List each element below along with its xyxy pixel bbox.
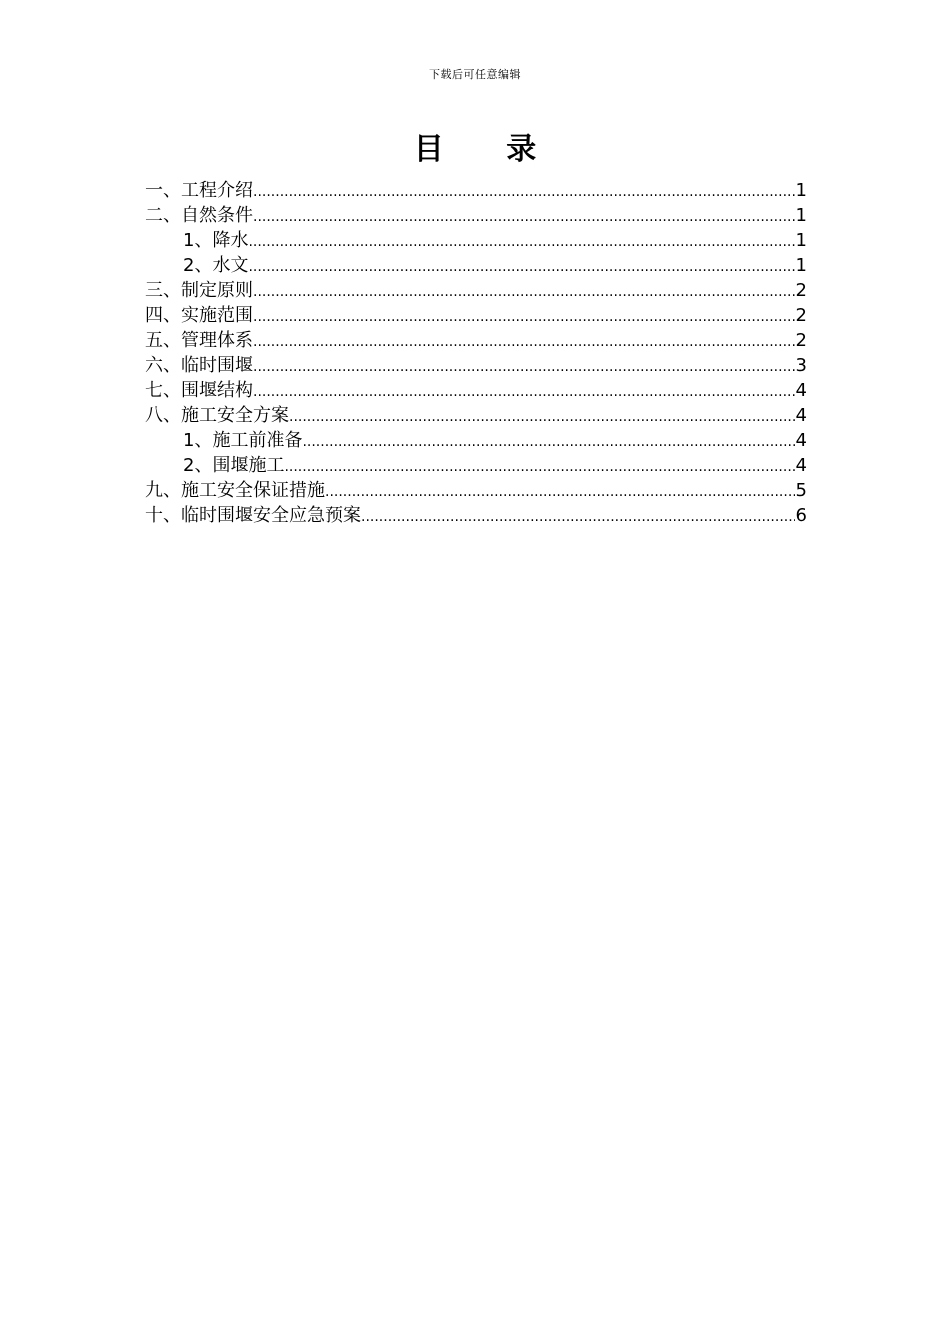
toc-subentry[interactable] — [145, 228, 807, 253]
toc-entry-label: 2、水文 — [183, 255, 249, 276]
toc-entry-label: 1、施工前准备 — [183, 430, 303, 451]
toc-entry-page: 5 — [795, 480, 807, 501]
toc-entry-label: 七、围堰结构 — [145, 380, 253, 401]
toc-entry-label: 二、自然条件 — [145, 205, 253, 226]
toc-entry[interactable] — [145, 178, 807, 203]
toc-entry-label: 一、工程介绍 — [145, 180, 253, 201]
toc-title: 目 录 — [413, 132, 563, 167]
toc-entry-label: 1、降水 — [183, 230, 249, 251]
toc-entry-label: 八、施工安全方案 — [145, 405, 289, 426]
toc-entry-page: 4 — [795, 405, 807, 426]
toc-entry[interactable] — [145, 353, 807, 378]
toc-dot-leader — [325, 480, 795, 503]
toc-entry[interactable] — [145, 278, 807, 303]
toc-entry-page: 2 — [795, 330, 807, 351]
toc-entry-label: 九、施工安全保证措施 — [145, 480, 325, 501]
toc-entry-page: 2 — [795, 280, 807, 301]
toc-subentry[interactable] — [145, 253, 807, 278]
toc-entry-page: 4 — [795, 430, 807, 451]
toc-entry[interactable] — [145, 478, 807, 503]
toc-entry-label: 2、围堰施工 — [183, 455, 285, 476]
toc-entry-label: 五、管理体系 — [145, 330, 253, 351]
toc-entry-page: 1 — [795, 230, 807, 251]
toc-entry[interactable] — [145, 203, 807, 228]
toc-entry-label: 四、实施范围 — [145, 305, 253, 326]
toc-dot-leader — [253, 205, 795, 228]
toc-dot-leader — [248, 255, 794, 278]
toc-entry-page: 1 — [795, 255, 807, 276]
page-header-note: 下载后可任意编辑 — [429, 68, 521, 81]
toc-dot-leader — [248, 230, 794, 253]
toc-entry[interactable] — [145, 328, 807, 353]
toc-entry-label: 十、临时围堰安全应急预案 — [145, 505, 361, 526]
toc-entry-page: 4 — [795, 455, 807, 476]
toc-entry-label: 三、制定原则 — [145, 280, 253, 301]
toc-subentry[interactable] — [145, 428, 807, 453]
toc-subentry[interactable] — [145, 453, 807, 478]
toc-entry-label: 六、临时围堰 — [145, 355, 253, 376]
toc-entry-page: 2 — [795, 305, 807, 326]
toc-entry[interactable] — [145, 403, 807, 428]
toc-dot-leader — [289, 405, 795, 428]
toc-entry-page: 1 — [795, 180, 807, 201]
toc-entry[interactable] — [145, 303, 807, 328]
toc-entry-page: 6 — [795, 505, 807, 526]
toc-dot-leader — [253, 355, 795, 378]
toc-dot-leader — [253, 330, 795, 353]
toc-entry[interactable] — [145, 378, 807, 403]
toc-entry[interactable] — [145, 503, 807, 528]
table-of-contents — [145, 178, 807, 528]
toc-dot-leader — [253, 305, 795, 328]
toc-entry-page: 4 — [795, 380, 807, 401]
toc-dot-leader — [361, 505, 795, 528]
toc-dot-leader — [253, 180, 795, 203]
toc-entry-page: 3 — [795, 355, 807, 376]
toc-dot-leader — [253, 380, 795, 403]
toc-entry-page: 1 — [795, 205, 807, 226]
toc-dot-leader — [284, 455, 794, 478]
toc-dot-leader — [302, 430, 794, 453]
toc-dot-leader — [253, 280, 795, 303]
